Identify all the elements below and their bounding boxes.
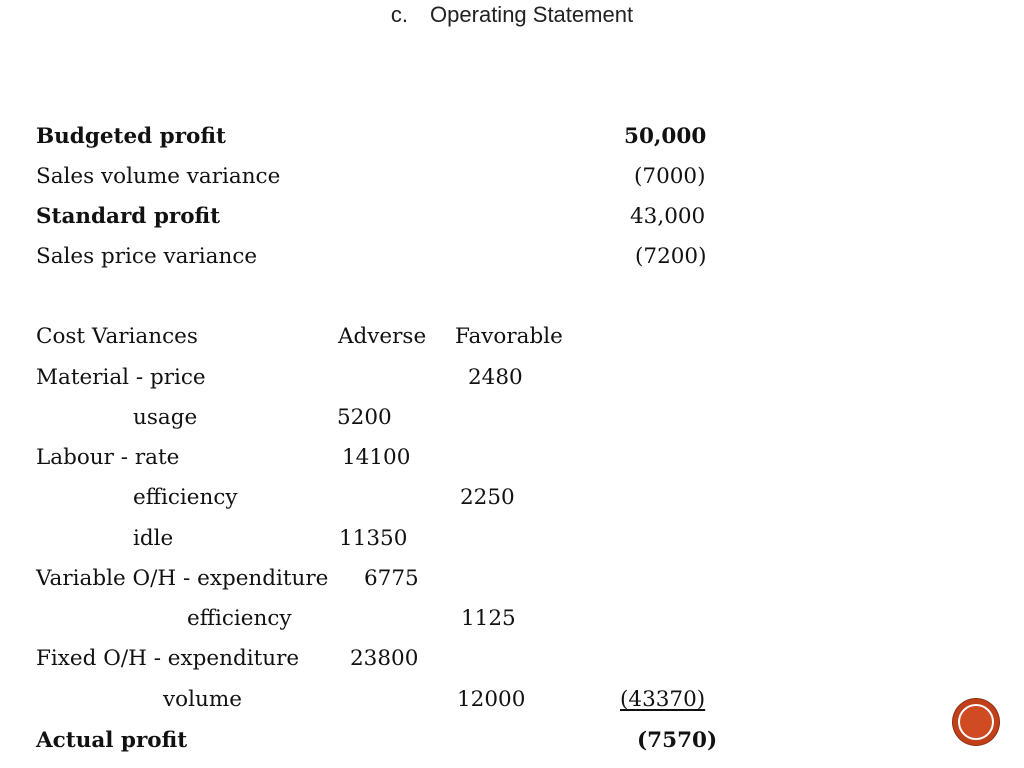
variable-oh-expenditure-adverse: 6775 (364, 566, 419, 591)
actual-profit-label: Actual profit (36, 728, 188, 753)
budgeted-profit-value: 50,000 (624, 124, 707, 149)
labour-rate-label: Labour - rate (36, 445, 180, 470)
standard-profit-label: Standard profit (36, 204, 221, 229)
variable-oh-efficiency-favorable: 1125 (461, 606, 516, 631)
material-price-label: Material - price (36, 365, 206, 390)
sales-price-variance-label: Sales price variance (36, 244, 258, 269)
sales-volume-variance-value: (7000) (634, 164, 706, 189)
title-marker: c. (390, 2, 409, 27)
labour-efficiency-label: efficiency (133, 485, 238, 510)
title-text: Operating Statement (430, 2, 634, 27)
material-usage-label: usage (133, 405, 198, 430)
standard-profit-value: 43,000 (630, 204, 706, 229)
fixed-oh-expenditure-label: Fixed O/H - expenditure (36, 646, 300, 671)
cost-variances-total: (43370) (620, 687, 706, 712)
labour-efficiency-favorable: 2250 (460, 485, 515, 510)
variable-oh-expenditure-label: Variable O/H - expenditure (36, 566, 329, 591)
cost-variances-heading: Cost Variances (36, 324, 198, 349)
sales-price-variance-value: (7200) (635, 244, 707, 269)
labour-idle-adverse: 11350 (339, 526, 408, 551)
page-title (0, 2, 1024, 28)
material-price-favorable: 2480 (468, 365, 523, 390)
material-usage-adverse: 5200 (337, 405, 392, 430)
sales-volume-variance-label: Sales volume variance (36, 164, 281, 189)
labour-idle-label: idle (133, 526, 174, 551)
adverse-column-header: Adverse (338, 324, 427, 349)
budgeted-profit-label: Budgeted profit (36, 124, 226, 149)
fixed-oh-volume-favorable: 12000 (457, 687, 526, 712)
fixed-oh-volume-label: volume (163, 687, 242, 712)
actual-profit-value: (7570) (637, 728, 718, 753)
fixed-oh-expenditure-adverse: 23800 (350, 646, 419, 671)
slide-nav-button[interactable] (953, 699, 999, 745)
variable-oh-efficiency-label: efficiency (187, 606, 292, 631)
labour-rate-adverse: 14100 (342, 445, 411, 470)
favorable-column-header: Favorable (455, 324, 563, 349)
